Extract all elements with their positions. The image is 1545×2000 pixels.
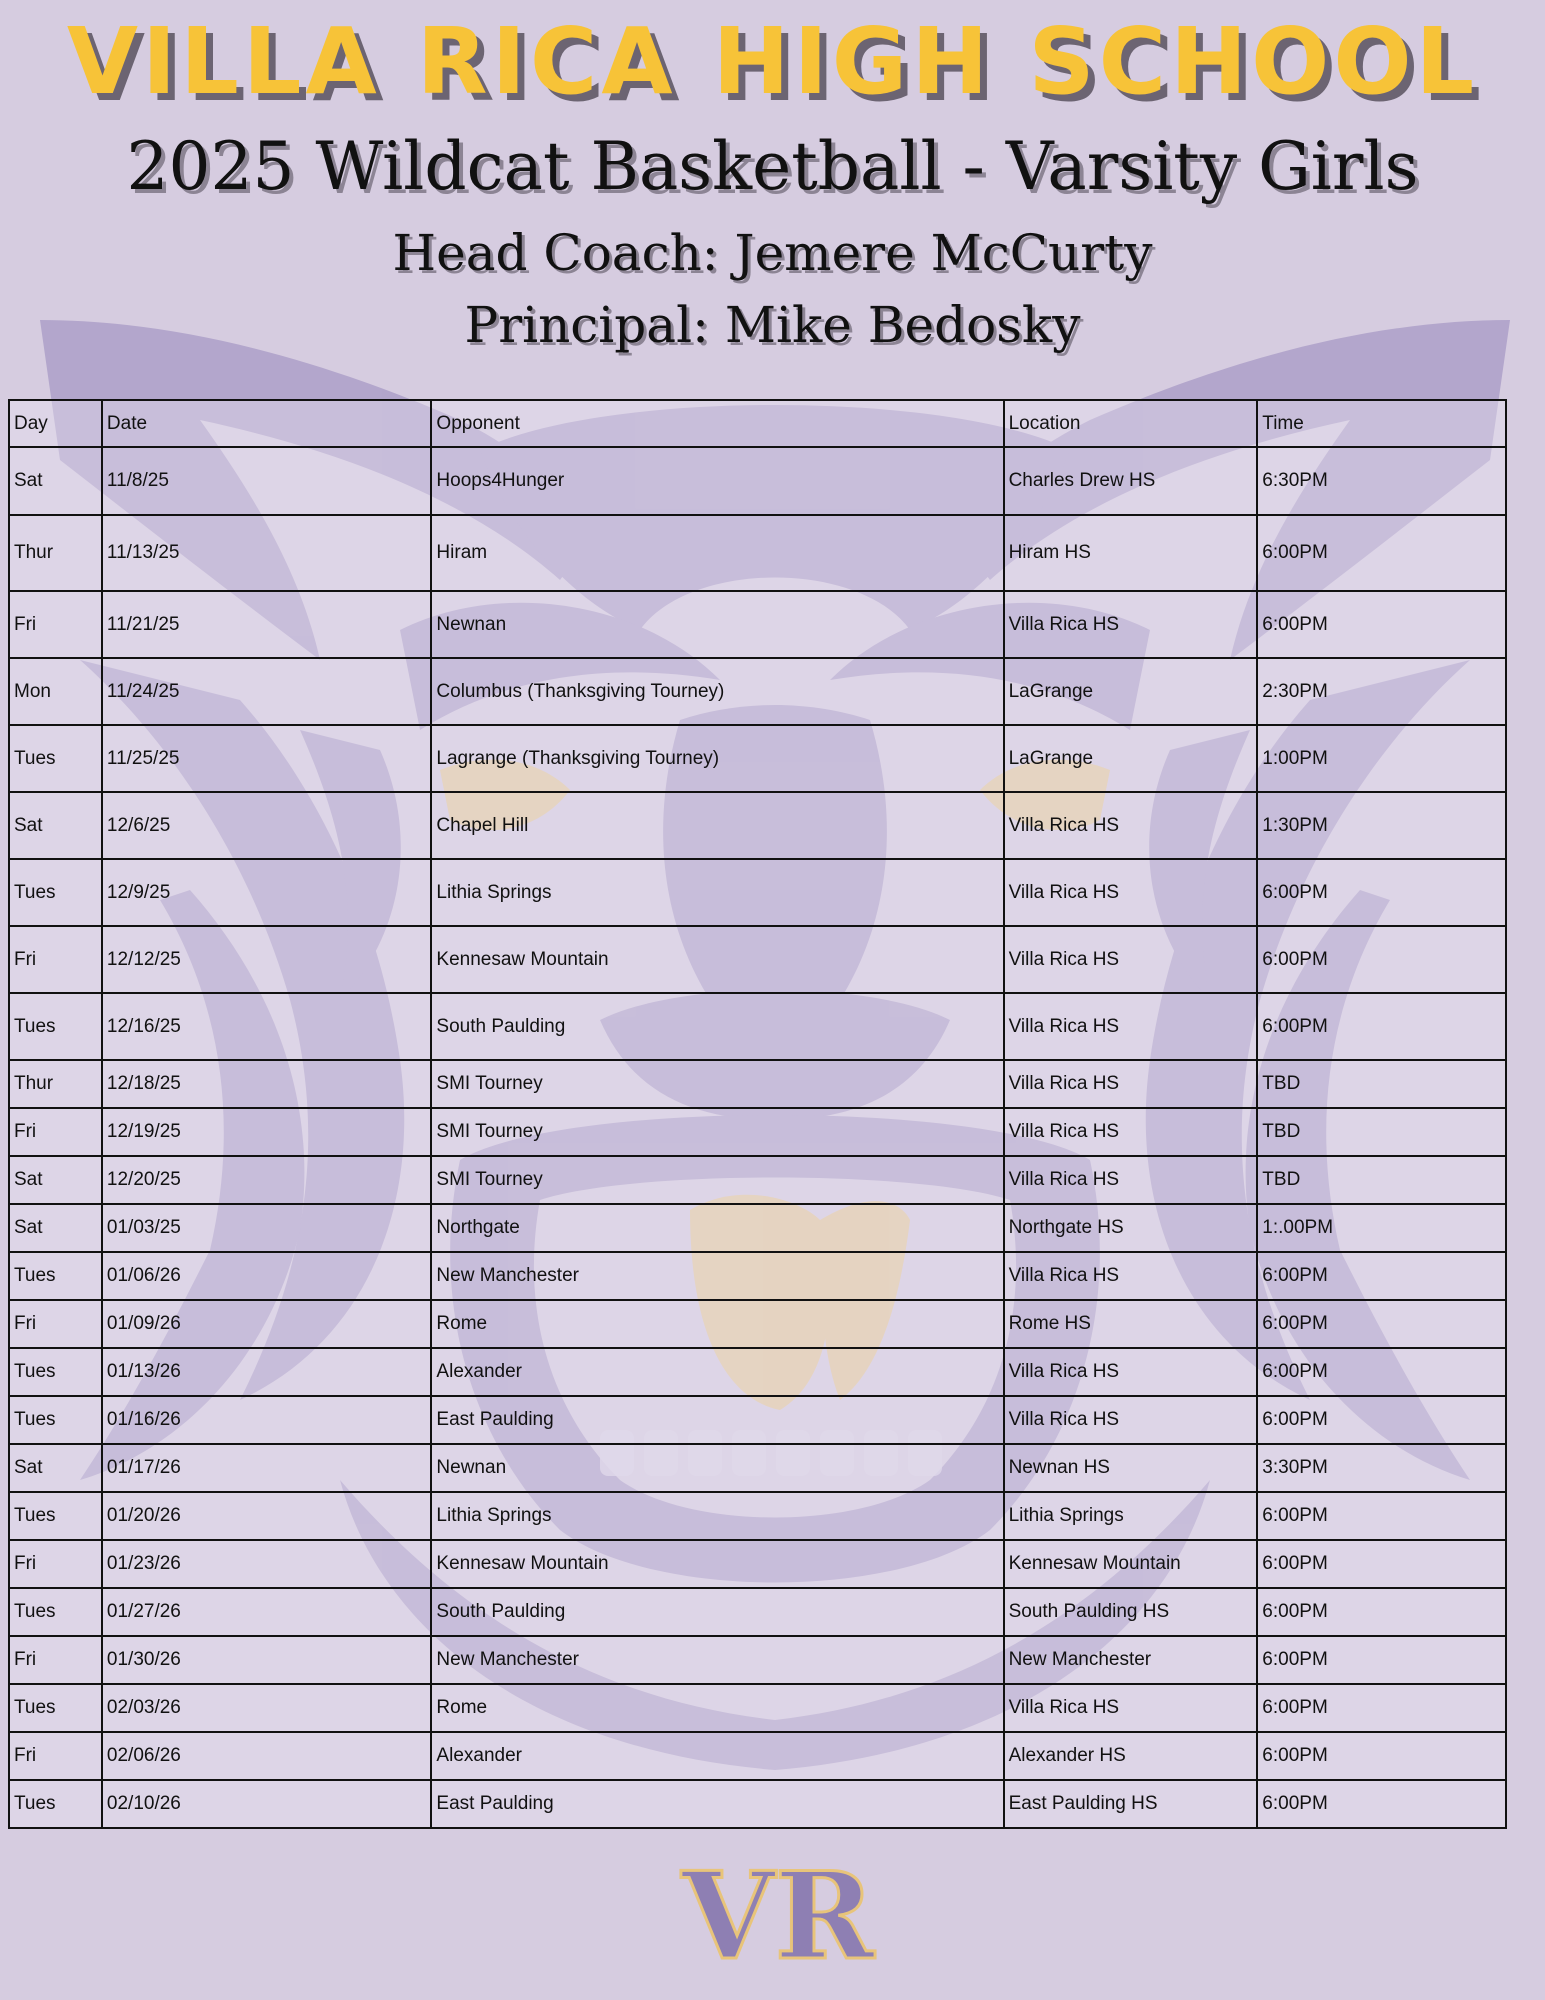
cell-location: Villa Rica HS [1004,1252,1258,1300]
cell-day: Sat [9,1156,102,1204]
table-row [9,1492,1506,1540]
cell-opponent: Hoops4Hunger [431,447,1003,515]
cell-location: Villa Rica HS [1004,859,1258,926]
cell-location: Charles Drew HS [1004,447,1258,515]
table-row [9,1060,1506,1108]
cell-day: Fri [9,1636,102,1684]
cell-time: 6:00PM [1257,859,1506,926]
cell-day: Fri [9,591,102,658]
cell-location: Villa Rica HS [1004,591,1258,658]
cell-day: Fri [9,1108,102,1156]
cell-location: Villa Rica HS [1004,1396,1258,1444]
table-row [9,859,1506,926]
cell-day: Tues [9,1684,102,1732]
cell-time: 6:00PM [1257,1780,1506,1828]
cell-date: 02/06/26 [102,1732,432,1780]
cell-day: Tues [9,1348,102,1396]
schedule-body [9,447,1506,1828]
table-row [9,1444,1506,1492]
cell-opponent: Newnan [431,591,1003,658]
cell-day: Sat [9,1444,102,1492]
cell-time: 6:00PM [1257,1348,1506,1396]
page-subtitle: 2025 Wildcat Basketball - Varsity Girls [126,128,1419,205]
cell-location: Villa Rica HS [1004,1348,1258,1396]
cell-day: Sat [9,1204,102,1252]
cell-date: 11/21/25 [102,591,432,658]
cell-date: 11/25/25 [102,725,432,792]
cell-day: Tues [9,993,102,1060]
cell-opponent: New Manchester [431,1252,1003,1300]
cell-time: 6:00PM [1257,591,1506,658]
cell-opponent: SMI Tourney [431,1060,1003,1108]
cell-location: Villa Rica HS [1004,792,1258,859]
cell-location: Villa Rica HS [1004,1108,1258,1156]
column-header-location: Location [1004,400,1258,447]
table-row [9,1636,1506,1684]
cell-date: 01/03/25 [102,1204,432,1252]
cell-time: 6:30PM [1257,447,1506,515]
table-row [9,1780,1506,1828]
school-title: VILLA RICA HIGH SCHOOL [66,8,1479,115]
cell-time: TBD [1257,1156,1506,1204]
cell-date: 12/18/25 [102,1060,432,1108]
cell-location: Hiram HS [1004,515,1258,591]
cell-date: 11/8/25 [102,447,432,515]
table-row [9,591,1506,658]
cell-day: Sat [9,447,102,515]
cell-date: 02/03/26 [102,1684,432,1732]
table-row [9,658,1506,725]
cell-date: 12/12/25 [102,926,432,993]
table-row [9,725,1506,792]
cell-date: 01/13/26 [102,1348,432,1396]
table-row [9,1588,1506,1636]
cell-day: Tues [9,1780,102,1828]
logo-text: VR [681,1846,875,1987]
cell-time: 1:30PM [1257,792,1506,859]
cell-date: 01/09/26 [102,1300,432,1348]
principal: Principal: Mike Bedosky [464,296,1081,354]
cell-time: 6:00PM [1257,1684,1506,1732]
cell-date: 01/16/26 [102,1396,432,1444]
column-header-opponent: Opponent [431,400,1003,447]
cell-time: 6:00PM [1257,926,1506,993]
cell-location: Lithia Springs [1004,1492,1258,1540]
cell-date: 12/9/25 [102,859,432,926]
cell-date: 12/6/25 [102,792,432,859]
cell-time: 6:00PM [1257,1252,1506,1300]
cell-location: Kennesaw Mountain [1004,1540,1258,1588]
cell-location: Northgate HS [1004,1204,1258,1252]
cell-opponent: Lithia Springs [431,859,1003,926]
cell-location: LaGrange [1004,725,1258,792]
cell-opponent: Hiram [431,515,1003,591]
cell-opponent: Rome [431,1684,1003,1732]
cell-opponent: South Paulding [431,1588,1003,1636]
cell-time: 6:00PM [1257,993,1506,1060]
cell-date: 12/20/25 [102,1156,432,1204]
cell-time: 6:00PM [1257,1732,1506,1780]
cell-date: 01/23/26 [102,1540,432,1588]
cell-location: Villa Rica HS [1004,1060,1258,1108]
cell-date: 11/13/25 [102,515,432,591]
cell-opponent: Columbus (Thanksgiving Tourney) [431,658,1003,725]
cell-location: LaGrange [1004,658,1258,725]
table-row [9,1156,1506,1204]
cell-location: Newnan HS [1004,1444,1258,1492]
cell-day: Tues [9,859,102,926]
cell-date: 12/19/25 [102,1108,432,1156]
table-row [9,515,1506,591]
cell-opponent: Kennesaw Mountain [431,1540,1003,1588]
table-row [9,1540,1506,1588]
table-row [9,1252,1506,1300]
cell-opponent: East Paulding [431,1396,1003,1444]
cell-date: 01/30/26 [102,1636,432,1684]
cell-day: Tues [9,1492,102,1540]
cell-opponent: SMI Tourney [431,1156,1003,1204]
table-row [9,1108,1506,1156]
cell-location: Villa Rica HS [1004,993,1258,1060]
cell-day: Fri [9,1732,102,1780]
cell-opponent: Newnan [431,1444,1003,1492]
cell-time: 6:00PM [1257,1300,1506,1348]
cell-day: Tues [9,1252,102,1300]
cell-location: Rome HS [1004,1300,1258,1348]
vr-logo-icon [678,1840,878,1990]
cell-date: 01/06/26 [102,1252,432,1300]
table-row [9,993,1506,1060]
cell-opponent: East Paulding [431,1780,1003,1828]
table-row [9,447,1506,515]
table-row [9,1348,1506,1396]
cell-day: Thur [9,1060,102,1108]
table-row [9,1732,1506,1780]
column-header-time: Time [1257,400,1506,447]
cell-opponent: Northgate [431,1204,1003,1252]
table-header-row [9,400,1506,447]
cell-time: 6:00PM [1257,1492,1506,1540]
cell-opponent: Lithia Springs [431,1492,1003,1540]
cell-date: 01/17/26 [102,1444,432,1492]
column-header-day: Day [9,400,102,447]
cell-date: 01/20/26 [102,1492,432,1540]
cell-time: 3:30PM [1257,1444,1506,1492]
cell-day: Tues [9,1588,102,1636]
table-row [9,792,1506,859]
cell-location: South Paulding HS [1004,1588,1258,1636]
cell-location: Alexander HS [1004,1732,1258,1780]
cell-date: 12/16/25 [102,993,432,1060]
cell-time: 6:00PM [1257,1396,1506,1444]
cell-opponent: Alexander [431,1732,1003,1780]
cell-day: Fri [9,1300,102,1348]
cell-date: 11/24/25 [102,658,432,725]
cell-day: Tues [9,725,102,792]
cell-time: TBD [1257,1108,1506,1156]
column-header-date: Date [102,400,432,447]
cell-day: Fri [9,1540,102,1588]
cell-opponent: Lagrange (Thanksgiving Tourney) [431,725,1003,792]
cell-time: 6:00PM [1257,1588,1506,1636]
schedule-table [8,399,1507,1829]
cell-opponent: Chapel Hill [431,792,1003,859]
cell-time: 6:00PM [1257,515,1506,591]
cell-time: TBD [1257,1060,1506,1108]
cell-day: Sat [9,792,102,859]
cell-date: 02/10/26 [102,1780,432,1828]
cell-opponent: SMI Tourney [431,1108,1003,1156]
table-row [9,1204,1506,1252]
cell-day: Fri [9,926,102,993]
cell-day: Thur [9,515,102,591]
table-row [9,1300,1506,1348]
cell-time: 6:00PM [1257,1636,1506,1684]
cell-location: Villa Rica HS [1004,926,1258,993]
cell-day: Mon [9,658,102,725]
cell-location: East Paulding HS [1004,1780,1258,1828]
cell-opponent: Kennesaw Mountain [431,926,1003,993]
cell-date: 01/27/26 [102,1588,432,1636]
cell-location: Villa Rica HS [1004,1156,1258,1204]
cell-location: New Manchester [1004,1636,1258,1684]
table-row [9,1684,1506,1732]
cell-opponent: New Manchester [431,1636,1003,1684]
cell-time: 2:30PM [1257,658,1506,725]
cell-day: Tues [9,1396,102,1444]
cell-time: 1:00PM [1257,725,1506,792]
cell-time: 1:.00PM [1257,1204,1506,1252]
cell-location: Villa Rica HS [1004,1684,1258,1732]
cell-opponent: Alexander [431,1348,1003,1396]
table-row [9,926,1506,993]
cell-opponent: Rome [431,1300,1003,1348]
cell-time: 6:00PM [1257,1540,1506,1588]
table-row [9,1396,1506,1444]
head-coach: Head Coach: Jemere McCurty [392,224,1153,282]
cell-opponent: South Paulding [431,993,1003,1060]
